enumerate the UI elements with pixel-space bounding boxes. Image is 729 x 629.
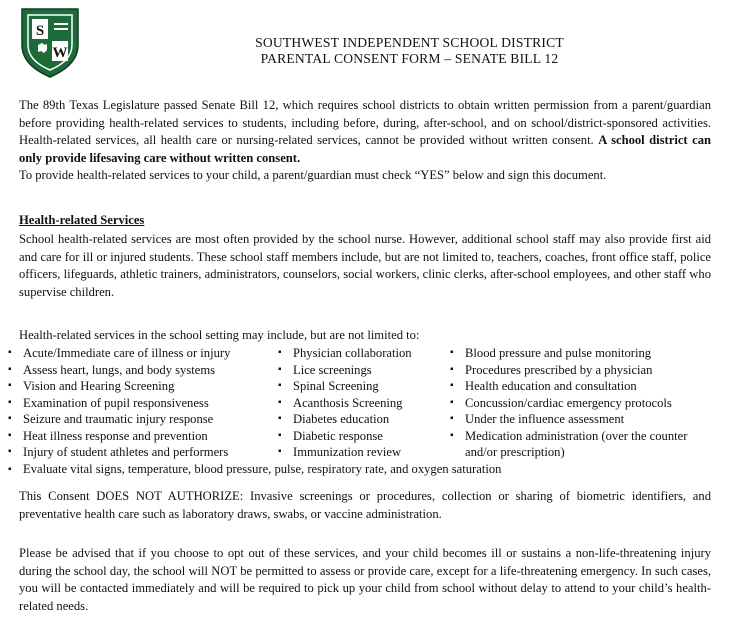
bullet-icon: ▪	[450, 380, 454, 391]
list-item: ▪ Diabetic response	[278, 428, 383, 443]
form-title: PARENTAL CONSENT FORM – SENATE BILL 12	[260, 51, 559, 66]
list-item: ▪ Blood pressure and pulse monitoring	[450, 346, 652, 360]
bullet-icon: ▪	[8, 446, 12, 457]
health-services-heading: Health-related Services	[19, 213, 145, 227]
list-item: ▪ Diabetes education	[278, 412, 390, 426]
bullet-icon: ▪	[278, 347, 282, 358]
services-column-3	[448, 345, 723, 461]
list-item: ▪ Physician collaboration	[278, 346, 412, 360]
list-item: ▪ Under the influence assessment	[450, 412, 625, 426]
list-item: ▪ Health education and consultation	[450, 379, 637, 393]
list-item: ▪ Procedures prescribed by a physician	[450, 362, 653, 377]
intro-text: The 89th Texas Legislature passed Senate Bill 12, which requires school districts to obtain written permission from a parent/guardian before providing health-related services to students, including before, during, after-school, and on school/district-sponsored activities. Health-related services, all health care or nursing-related services, cannot be provided without written consent.	[19, 98, 711, 147]
optout-notice: Please be advised that if you choose to opt out of these services, and your child becomes ill or sustains a non-life-threatening injury during the school day, the school will NOT be permitted to assess or provide care, except for a life-threatening emergency. In such cases, you will be contacted immediately and will be required to pick up your child from school without delay to attend to your child’s health-related needs.	[19, 546, 711, 613]
list-item: ▪ Seizure and traumatic injury response	[8, 412, 214, 426]
health-services-paragraph: School health-related services are most often provided by the school nurse. However, additional school staff may also provide first aid and care for ill or injured students. These school staff members include, but are not limited to, teachers, coaches, front office staff, police officers, lifeguards, athletic trainers, administrators, counselors, social workers, clinic clerks, after-school employees, and other staff who supervise children.	[19, 232, 711, 299]
bullet-icon: ▪	[8, 396, 12, 408]
intro-instruction: To provide health-related services to your child, a parent/guardian must check “YES” below and sign this document.	[19, 168, 607, 182]
intro-paragraph	[19, 97, 711, 185]
bullet-icon: ▪	[450, 396, 454, 408]
services-list-intro: Health-related services in the school setting may include, but are not limited to:	[19, 328, 420, 342]
bullet-icon: ▪	[8, 363, 12, 375]
bullet-icon: ▪	[450, 413, 454, 424]
bullet-icon: ▪	[8, 347, 12, 358]
list-item: ▪ Immunization review	[278, 445, 402, 459]
intro-bold-text: A school district can only provide lifesaving care without written consent.	[19, 133, 711, 165]
district-title: SOUTHWEST INDEPENDENT SCHOOL DISTRICT	[255, 35, 564, 50]
list-item: ▪ Acute/Immediate care of illness or injury	[8, 346, 231, 360]
bullet-icon: ▪	[8, 413, 12, 424]
list-item: ▪ Acanthosis Screening	[278, 395, 403, 410]
bullet-icon: ▪	[8, 380, 12, 391]
list-item: ▪ Spinal Screening	[278, 379, 379, 393]
consent-limitations: This Consent DOES NOT AUTHORIZE: Invasive screenings or procedures, collection or sharing of biometric identifiers, and preventative health care such as laboratory draws, swabs, or vaccine administration.	[19, 489, 711, 521]
services-column-1	[6, 345, 274, 461]
bullet-icon: ▪	[8, 464, 12, 475]
bullet-icon: ▪	[278, 363, 282, 375]
services-column-2	[276, 345, 446, 461]
bullet-icon: ▪	[450, 429, 454, 441]
list-item: ▪ Lice screenings	[278, 362, 372, 377]
list-item: ▪ Medication administration (over the counter and/or prescription)	[450, 428, 688, 459]
list-item-full-width: ▪ Evaluate vital signs, temperature, blood pressure, pulse, respiratory rate, and oxygen saturation	[6, 461, 501, 479]
list-item: ▪ Heat illness response and prevention	[8, 428, 208, 443]
list-item: ▪ Assess heart, lungs, and body systems	[8, 362, 216, 377]
bullet-icon: ▪	[8, 429, 12, 441]
list-item: ▪ Concussion/cardiac emergency protocols	[450, 395, 672, 410]
list-item: ▪ Examination of pupil responsiveness	[8, 395, 209, 410]
list-item: ▪ Vision and Hearing Screening	[8, 379, 175, 393]
bullet-icon: ▪	[278, 396, 282, 408]
bullet-icon: ▪	[278, 429, 282, 441]
bullet-icon: ▪	[278, 413, 282, 424]
bullet-icon: ▪	[278, 446, 282, 457]
logo-top-letter: S	[35, 23, 45, 39]
bullet-icon: ▪	[450, 363, 454, 375]
list-item: ▪ Injury of student athletes and performers	[8, 445, 229, 459]
logo-bottom-letter: W	[52, 45, 68, 61]
bullet-icon: ▪	[450, 347, 454, 358]
bullet-icon: ▪	[278, 380, 282, 391]
